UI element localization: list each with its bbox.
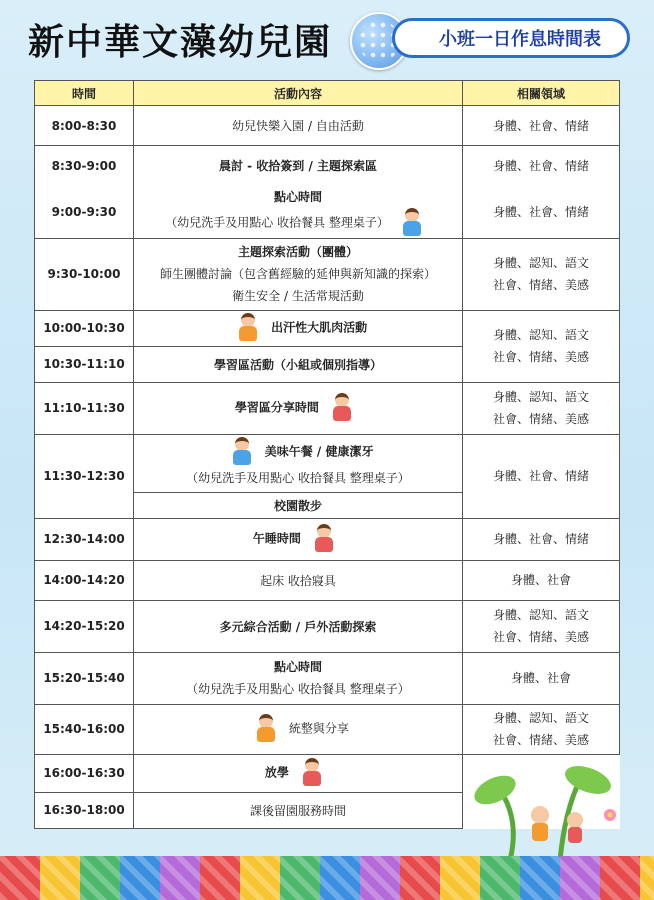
activity-text: 多元綜合活動 / 戶外活動探索 bbox=[219, 619, 377, 634]
child-icon bbox=[329, 393, 355, 423]
domain-cell bbox=[463, 600, 620, 652]
activity-cell bbox=[134, 346, 463, 382]
activity-text: 統整與分享 bbox=[288, 721, 349, 736]
time-cell: 9:30-10:00 bbox=[35, 238, 134, 310]
activity-text: 晨討 - 收拾簽到 / 主題探索區 bbox=[218, 158, 378, 173]
activity-text: 主題探索活動（團體） bbox=[237, 245, 358, 259]
domain-text: 社會、情緒、美感 bbox=[492, 278, 589, 292]
table-row bbox=[35, 652, 620, 704]
activity-cell bbox=[134, 600, 463, 652]
table-row bbox=[35, 310, 620, 346]
time-cell: 14:20-15:20 bbox=[35, 600, 134, 652]
activity-text: （幼兒洗手及用點心 收拾餐具 整理桌子） bbox=[165, 215, 389, 229]
activity-text: 起床 收拾寢具 bbox=[260, 573, 336, 588]
decorative-bottom-border bbox=[0, 856, 654, 900]
activity-cell bbox=[134, 492, 463, 518]
time-cell: 16:00-16:30 bbox=[35, 754, 134, 792]
activity-text: 校園散步 bbox=[273, 498, 322, 513]
activity-text: 點心時間 bbox=[273, 189, 322, 204]
domain-text: 身體、社會、情緒 bbox=[492, 204, 589, 219]
activity-text: 課後留園服務時間 bbox=[249, 803, 346, 818]
domain-cell bbox=[463, 434, 620, 518]
domain-cell bbox=[463, 238, 620, 310]
domain-text: 身體、社會、情緒 bbox=[492, 469, 589, 483]
activity-cell bbox=[134, 792, 463, 828]
schedule-table bbox=[34, 80, 620, 829]
domain-cell bbox=[463, 704, 620, 754]
activity-cell bbox=[134, 560, 463, 600]
table-row bbox=[35, 518, 620, 560]
activity-text: 午睡時間 bbox=[252, 531, 301, 546]
header-activity: 活動內容 bbox=[134, 81, 463, 106]
time-cell: 15:40-16:00 bbox=[35, 704, 134, 754]
domain-text: 身體、認知、語文 bbox=[492, 256, 589, 270]
activity-cell bbox=[134, 382, 463, 434]
activity-cell bbox=[134, 518, 463, 560]
domain-cell bbox=[463, 146, 620, 186]
domain-cell bbox=[463, 382, 620, 434]
activity-cell bbox=[134, 652, 463, 704]
activity-text: 師生團體討論（包含舊經驗的延伸與新知識的探索） bbox=[159, 267, 436, 281]
child-icon bbox=[235, 313, 261, 343]
time-cell: 9:00-9:30 bbox=[35, 186, 134, 239]
table-row bbox=[35, 106, 620, 146]
activity-cell bbox=[134, 434, 463, 492]
table-row bbox=[35, 560, 620, 600]
domain-cell bbox=[463, 518, 620, 560]
domain-text: 身體、認知、語文 bbox=[492, 328, 589, 342]
table-row bbox=[35, 146, 620, 186]
activity-text: 衛生安全 / 生活常規活動 bbox=[232, 289, 364, 303]
domain-text: 身體、社會 bbox=[510, 671, 571, 685]
domain-text: 身體、認知、語文 bbox=[492, 711, 589, 725]
time-cell: 10:00-10:30 bbox=[35, 310, 134, 346]
activity-cell bbox=[134, 704, 463, 754]
domain-text: 身體、社會、情緒 bbox=[492, 532, 589, 546]
domain-cell bbox=[463, 186, 620, 239]
activity-text: 放學 bbox=[264, 765, 289, 780]
activity-text: （幼兒洗手及用點心 收拾餐具 整理桌子） bbox=[186, 471, 410, 485]
activity-cell bbox=[134, 754, 463, 792]
activity-text: 美味午餐 / 健康潔牙 bbox=[264, 444, 374, 459]
time-cell: 11:10-11:30 bbox=[35, 382, 134, 434]
child-icon bbox=[399, 208, 425, 238]
activity-text: 學習區活動（小組或個別指導） bbox=[213, 357, 382, 372]
domain-text: 身體、社會 bbox=[510, 573, 571, 587]
domain-text: 身體、認知、語文 bbox=[492, 608, 589, 622]
activity-text: 學習區分享時間 bbox=[234, 400, 319, 415]
subtitle-banner bbox=[392, 18, 630, 58]
domain-text: 身體、社會、情緒 bbox=[492, 118, 589, 133]
page-title: 新中華文藻幼兒園 bbox=[28, 22, 333, 63]
domain-cell bbox=[463, 310, 620, 382]
header-time: 時間 bbox=[35, 81, 134, 106]
activity-cell bbox=[134, 310, 463, 346]
time-cell: 8:00-8:30 bbox=[35, 106, 134, 146]
domain-text: 身體、社會、情緒 bbox=[492, 158, 589, 173]
domain-text: 社會、情緒、美感 bbox=[492, 412, 589, 426]
activity-text: 幼兒快樂入園 / 自由活動 bbox=[232, 118, 364, 133]
time-cell: 11:30-12:30 bbox=[35, 434, 134, 518]
table-row bbox=[35, 434, 620, 492]
subtitle-text: 小班一日作息時間表 bbox=[439, 29, 601, 50]
table-row bbox=[35, 382, 620, 434]
activity-cell bbox=[134, 146, 463, 186]
time-cell: 15:20-15:40 bbox=[35, 652, 134, 704]
header-row bbox=[35, 81, 620, 106]
child-icon bbox=[229, 437, 255, 467]
child-icon bbox=[299, 758, 325, 788]
table-row bbox=[35, 704, 620, 754]
plant-illustration bbox=[470, 760, 630, 860]
sleeping-child-icon bbox=[311, 524, 337, 554]
domain-text: 身體、認知、語文 bbox=[492, 390, 589, 404]
time-cell: 8:30-9:00 bbox=[35, 146, 134, 186]
time-cell: 14:00-14:20 bbox=[35, 560, 134, 600]
domain-cell bbox=[463, 106, 620, 146]
table-row bbox=[35, 186, 620, 239]
activity-text: 出汗性大肌肉活動 bbox=[271, 320, 368, 335]
time-cell: 12:30-14:00 bbox=[35, 518, 134, 560]
child-icon bbox=[253, 714, 279, 744]
table-row bbox=[35, 600, 620, 652]
activity-text: 點心時間 bbox=[273, 660, 322, 674]
domain-text: 社會、情緒、美感 bbox=[492, 733, 589, 747]
table-row bbox=[35, 238, 620, 310]
domain-cell bbox=[463, 652, 620, 704]
activity-cell bbox=[134, 238, 463, 310]
activity-cell bbox=[134, 106, 463, 146]
activity-cell bbox=[134, 186, 463, 239]
header-domain: 相關領域 bbox=[463, 81, 620, 106]
domain-text: 社會、情緒、美感 bbox=[492, 630, 589, 644]
time-cell: 10:30-11:10 bbox=[35, 346, 134, 382]
time-cell: 16:30-18:00 bbox=[35, 792, 134, 828]
activity-text: （幼兒洗手及用點心 收拾餐具 整理桌子） bbox=[186, 682, 410, 696]
domain-text: 社會、情緒、美感 bbox=[492, 350, 589, 364]
domain-cell bbox=[463, 560, 620, 600]
